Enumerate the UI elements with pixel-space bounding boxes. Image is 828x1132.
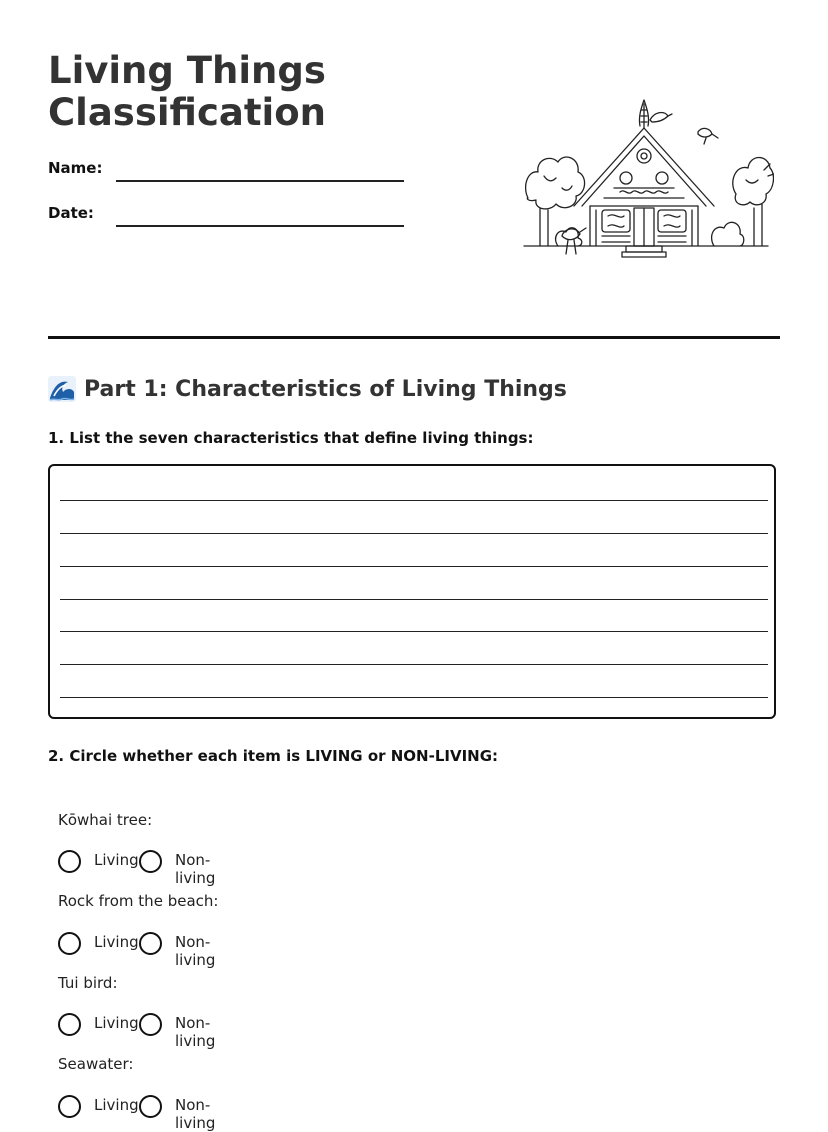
living-radio[interactable] xyxy=(58,850,81,873)
item-label-rock: Rock from the beach: xyxy=(58,892,219,910)
non-living-radio[interactable] xyxy=(139,932,162,955)
answer-line[interactable] xyxy=(60,500,768,501)
item-label-kowhai-tree: Kōwhai tree: xyxy=(58,811,153,829)
living-option-label: Living xyxy=(94,1014,139,1032)
part1-heading-text: Part 1: Characteristics of Living Things xyxy=(84,376,567,402)
non-living-option-label: Non-living xyxy=(175,933,216,969)
date-label: Date: xyxy=(48,204,94,222)
part1-heading xyxy=(48,372,567,406)
living-option-label: Living xyxy=(94,933,139,951)
answer-line[interactable] xyxy=(60,631,768,632)
date-input-line[interactable] xyxy=(116,225,404,227)
wharenui-meeting-house-icon xyxy=(518,98,774,262)
living-radio[interactable] xyxy=(58,932,81,955)
question-1: 1. List the seven characteristics that define living things: xyxy=(48,429,534,447)
living-radio[interactable] xyxy=(58,1013,81,1036)
answer-line[interactable] xyxy=(60,533,768,534)
living-radio[interactable] xyxy=(58,1095,81,1118)
non-living-option-label: Non-living xyxy=(175,851,216,887)
answer-line[interactable] xyxy=(60,664,768,665)
item-label-tui-bird: Tui bird: xyxy=(58,974,118,992)
water-wave-icon xyxy=(48,376,76,402)
answer-line[interactable] xyxy=(60,566,768,567)
name-label: Name: xyxy=(48,159,103,177)
question-2: 2. Circle whether each item is LIVING or NON-LIVING: xyxy=(48,747,499,765)
section-divider xyxy=(48,336,780,339)
non-living-radio[interactable] xyxy=(139,1095,162,1118)
living-option-label: Living xyxy=(94,1096,139,1114)
answer-line[interactable] xyxy=(60,697,768,698)
non-living-radio[interactable] xyxy=(139,850,162,873)
item-label-seawater: Seawater: xyxy=(58,1055,134,1073)
non-living-option-label: Non-living xyxy=(175,1096,216,1132)
worksheet-title: Living Things Classification xyxy=(48,49,326,134)
answer-line[interactable] xyxy=(60,599,768,600)
non-living-option-label: Non-living xyxy=(175,1014,216,1050)
name-input-line[interactable] xyxy=(116,180,404,182)
answer-box-q1[interactable] xyxy=(48,464,776,719)
non-living-radio[interactable] xyxy=(139,1013,162,1036)
living-option-label: Living xyxy=(94,851,139,869)
